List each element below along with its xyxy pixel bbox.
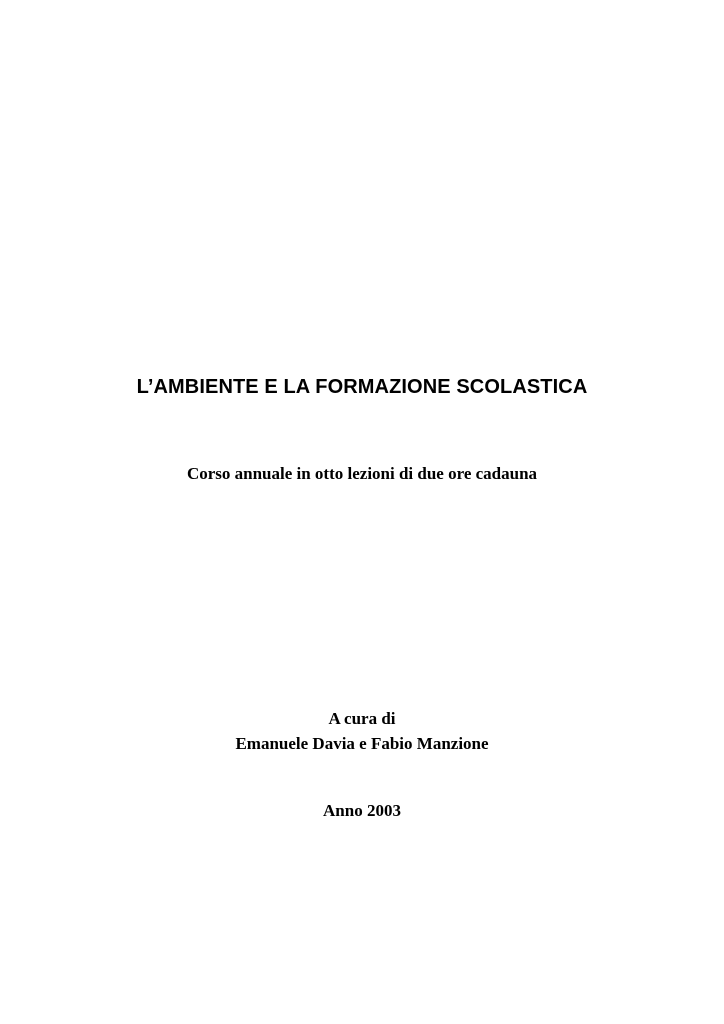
authors: Emanuele Davia e Fabio Manzione: [235, 734, 489, 753]
year: Anno 2003: [323, 801, 401, 820]
document-subtitle: Corso annuale in otto lezioni di due ore cadauna: [186, 464, 538, 483]
curated-by-label: A cura di: [328, 709, 396, 728]
document-title: L’AMBIENTE E LA FORMAZIONE SCOLASTICA: [136, 376, 588, 398]
